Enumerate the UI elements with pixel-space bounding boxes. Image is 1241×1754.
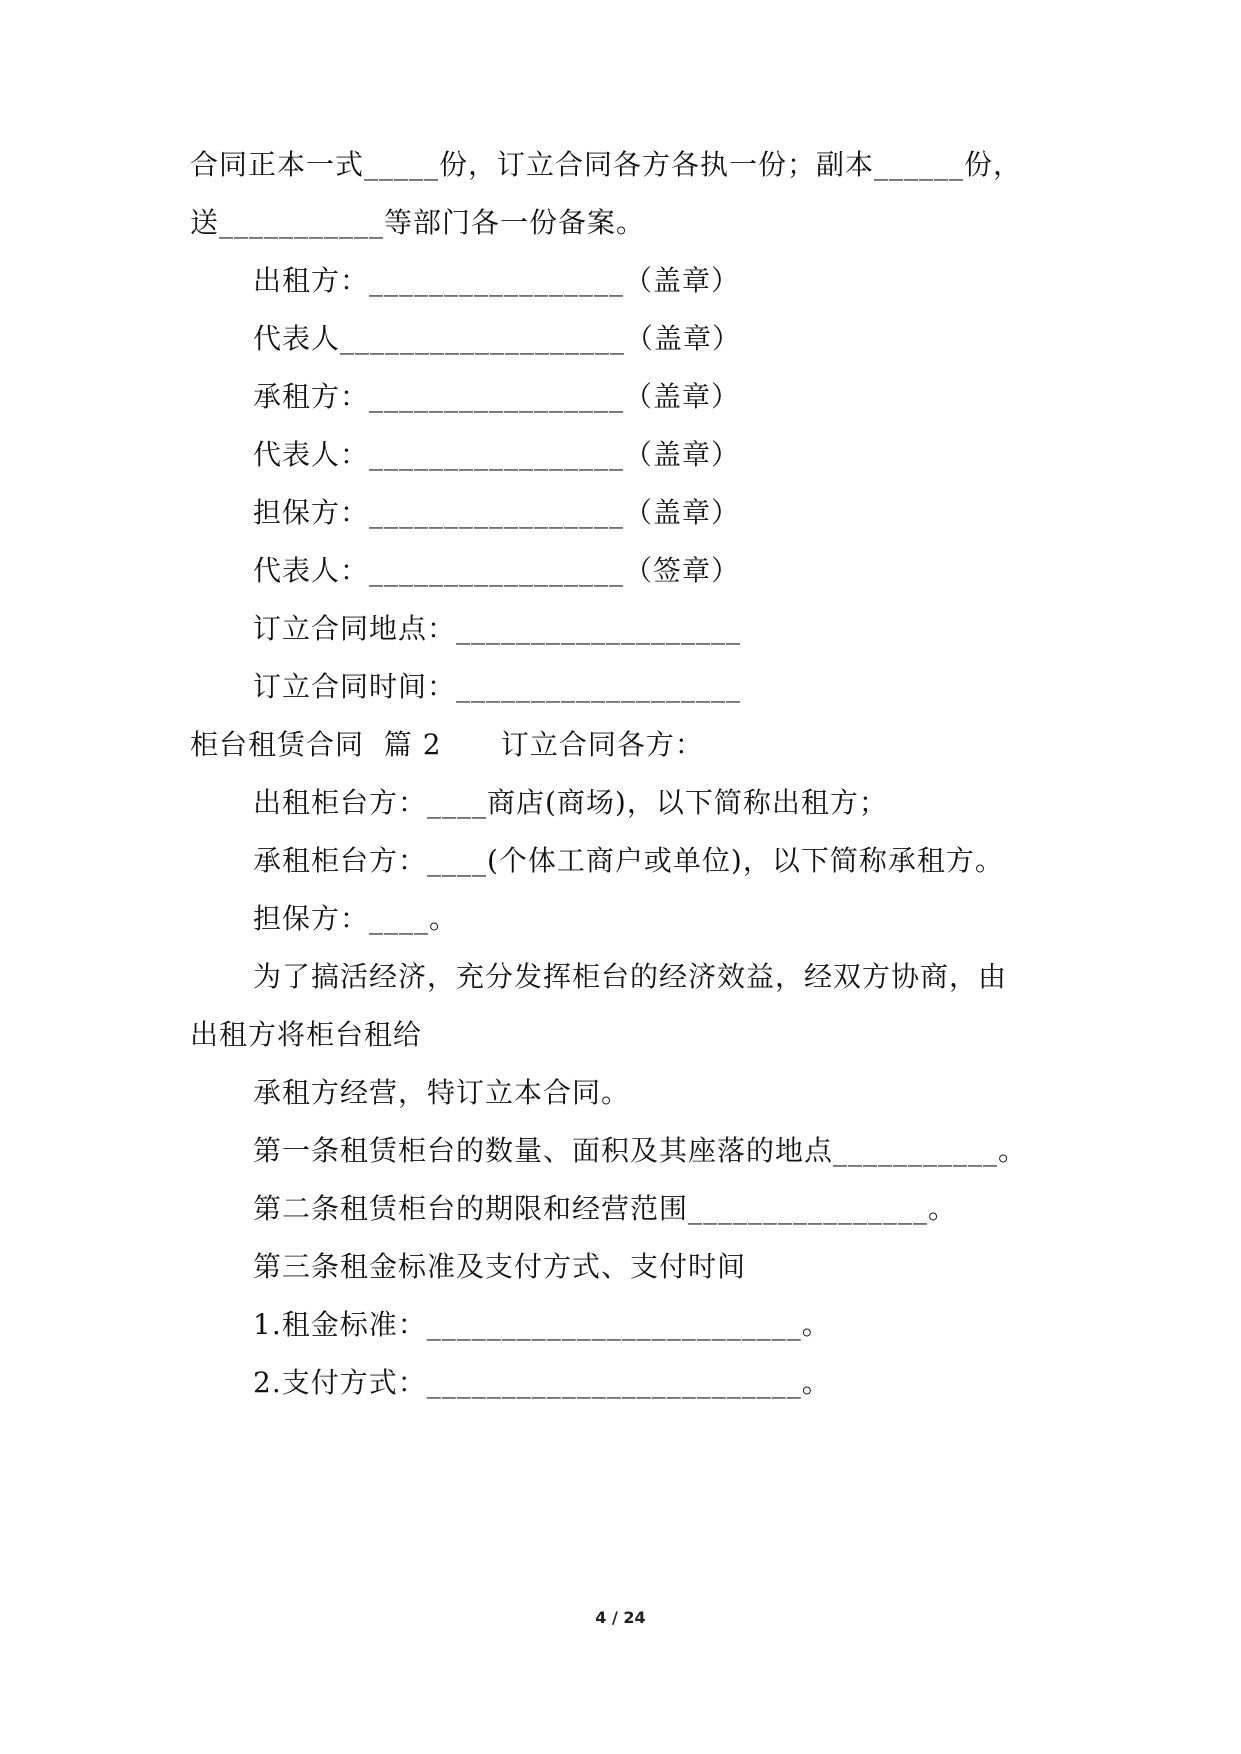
contract-time-line: 订立合同时间：___________________ <box>253 670 742 703</box>
text-line: 承租方经营，特订立本合同。 <box>253 1076 631 1109</box>
section-heading: 柜台租赁合同 篇 2 订立合同各方： <box>190 728 704 761</box>
signature-line-lessor-representative: 代表人___________________（盖章） <box>253 322 742 355</box>
text-line: 为了搞活经济，充分发挥柜台的经济效益，经双方协商，由 <box>253 960 1008 993</box>
signature-line-lessee: 承租方：_________________（盖章） <box>253 380 741 413</box>
contract-place-line: 订立合同地点：___________________ <box>253 612 742 645</box>
article-line: 第二条租赁柜台的期限和经营范围________________。 <box>253 1192 958 1225</box>
list-item: 2.支付方式：_________________________。 <box>253 1366 831 1399</box>
signature-line-guarantor: 担保方：_________________（盖章） <box>253 496 741 529</box>
text-line: 合同正本一式_____份，订立合同各方各执一份；副本______份， <box>190 148 1023 181</box>
text-line: 出租方将柜台租给 <box>190 1018 423 1051</box>
page-number: 4 / 24 <box>595 1608 646 1627</box>
text-line: 送___________等部门各一份备案。 <box>190 206 646 239</box>
text-line: 出租柜台方：____商店(商场)，以下简称出租方； <box>253 786 888 819</box>
text-line: 承租柜台方：____(个体工商户或单位)，以下简称承租方。 <box>253 844 1004 877</box>
article-line: 第一条租赁柜台的数量、面积及其座落的地点___________。 <box>253 1134 1028 1167</box>
text-line: 担保方：____。 <box>253 902 459 935</box>
signature-line-lessee-representative: 代表人：_________________（盖章） <box>253 438 741 471</box>
signature-line-guarantor-representative: 代表人：_________________（签章） <box>253 554 741 587</box>
article-line: 第三条租金标准及支付方式、支付时间 <box>253 1250 747 1283</box>
list-item: 1.租金标准：_________________________。 <box>253 1308 831 1341</box>
signature-line-lessor: 出租方：_________________（盖章） <box>253 264 741 297</box>
